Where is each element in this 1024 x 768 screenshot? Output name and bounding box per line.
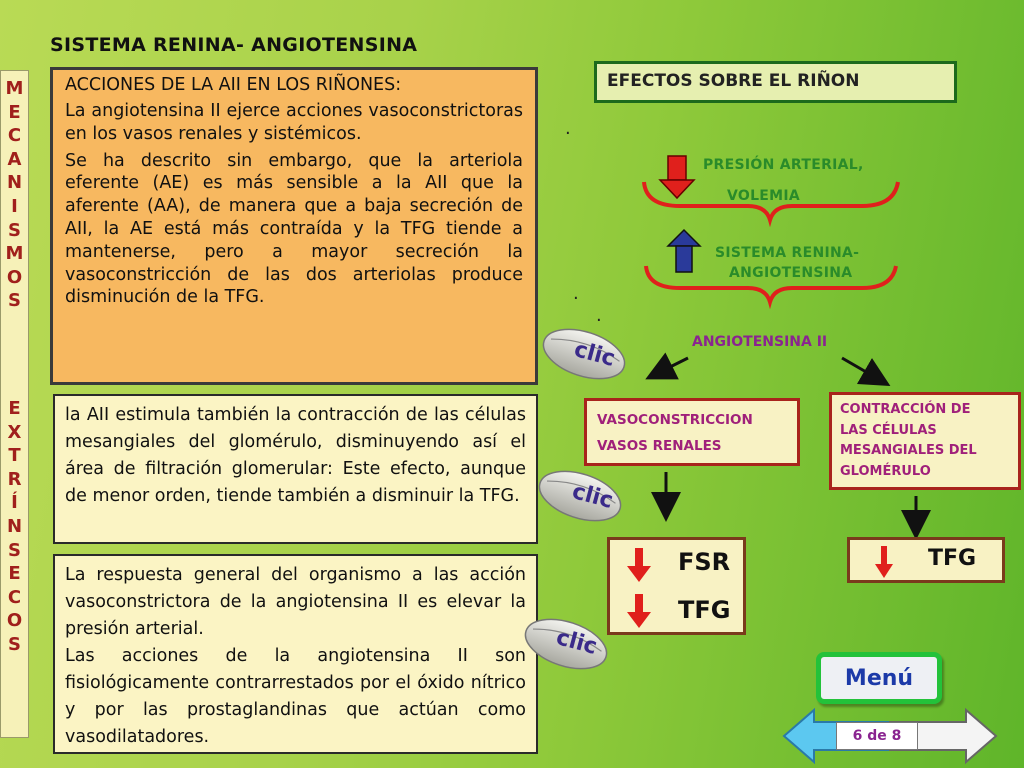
down-arrow-icon xyxy=(624,546,654,630)
clic-label-1: clic xyxy=(571,337,618,372)
dot-2: . xyxy=(573,283,579,304)
dot-3: . xyxy=(596,305,602,326)
vertical-letter: A xyxy=(7,148,22,170)
vertical-label xyxy=(0,70,29,738)
acciones-heading: ACCIONES DE LA AII EN LOS RIÑONES: xyxy=(65,75,402,95)
vertical-letter: E xyxy=(8,563,21,585)
vertical-letter: X xyxy=(7,421,22,443)
fsr-label: FSR xyxy=(678,548,731,576)
vertical-letter: R xyxy=(7,468,22,490)
volemia-label: VOLEMIA xyxy=(727,188,801,204)
next-button[interactable] xyxy=(920,710,1000,762)
vertical-letter: E xyxy=(8,397,21,419)
angiotensina-ii-label: ANGIOTENSINA II xyxy=(692,334,828,350)
tfg-label-right: TFG xyxy=(928,546,977,571)
vertical-letter: E xyxy=(8,101,21,123)
contraccion-line1: CONTRACCIÓN DE xyxy=(840,402,971,417)
acciones-paragraph-2: Se ha descrito sin embargo, que la arteriola eferente (AE) es más sensible a la AII que la aferente (AA), de manera que a baja secreción de AII, la AE está más contraída y la TFG tiende a mantenerse, pero a mayor secreción la vasoconstricción de las dos arteriolas produce disminución de la TFG. xyxy=(65,150,523,308)
up-arrow-icon xyxy=(668,230,700,272)
contraccion-box xyxy=(829,392,1021,490)
text-box-respuesta xyxy=(53,554,538,754)
slide-title: SISTEMA RENINA- ANGIOTENSINA xyxy=(50,34,418,56)
vertical-word-mecanismos xyxy=(6,77,24,313)
vertical-letter: N xyxy=(6,172,23,194)
vertical-letter: N xyxy=(6,515,23,537)
vertical-letter: Í xyxy=(11,492,18,514)
efectos-title-box: EFECTOS SOBRE EL RIÑON xyxy=(594,61,957,103)
respuesta-paragraph-2: Las acciones de la angiotensina II son fisiológicamente contrarrestados por el óxido nítrico y por las prostaglandinas que actúan como vasodilatadores. xyxy=(65,646,526,747)
contraccion-line3: MESANGIALES DEL xyxy=(840,443,977,458)
prev-button[interactable] xyxy=(782,710,836,762)
clic-label-3: clic xyxy=(553,625,600,660)
vertical-letter: C xyxy=(7,586,22,608)
vertical-letter: S xyxy=(8,290,21,312)
presion-arterial-label: PRESIÓN ARTERIAL, xyxy=(703,157,864,173)
fsr-tfg-box xyxy=(607,537,746,635)
text-box-mesangiales xyxy=(53,394,538,544)
tfg-box-right xyxy=(847,537,1005,583)
vertical-letter: C xyxy=(7,125,22,147)
arrow-to-vasoconstriccion xyxy=(656,358,688,374)
vasoconstriccion-box xyxy=(584,398,800,466)
mesangiales-paragraph: la AII estimula también la contracción de las células mesangiales del glomérulo, disminuyendo así el área de filtración glomerular: Este efecto, aunque de menor orden, tiende también a disminuir la TFG. xyxy=(65,405,526,506)
sistema-renina-label: SISTEMA RENINA- xyxy=(715,245,860,261)
down-arrow-icon xyxy=(660,156,694,198)
down-arrow-icon xyxy=(872,544,896,580)
vertical-letter: O xyxy=(6,266,23,288)
contraccion-line2: LAS CÉLULAS xyxy=(840,422,937,438)
arrow-to-contraccion xyxy=(842,358,880,380)
vertical-letter: O xyxy=(6,610,23,632)
page-indicator: 6 de 8 xyxy=(836,722,918,750)
vasoconstriccion-line2: VASOS RENALES xyxy=(597,438,722,454)
vertical-letter: M xyxy=(5,243,24,265)
acciones-paragraph-1: La angiotensina II ejerce acciones vasoconstrictoras en los vasos renales y sistémicos. xyxy=(65,101,523,144)
contraccion-line4: GLOMÉRULO xyxy=(840,463,931,479)
tfg-label-left: TFG xyxy=(678,596,731,624)
vasoconstriccion-line1: VASOCONSTRICCION xyxy=(597,412,753,428)
vertical-letter: M xyxy=(5,78,24,99)
vertical-letter: T xyxy=(8,445,21,467)
respuesta-paragraph-1: La respuesta general del organismo a las acción vasoconstrictora de la angiotensina II es elevar la presión arterial. xyxy=(65,565,526,639)
vertical-word-extrinsecos xyxy=(7,397,22,657)
menu-button[interactable]: Menú xyxy=(816,652,942,704)
vertical-letter: S xyxy=(8,219,21,241)
vertical-letter: S xyxy=(8,539,21,561)
angiotensina-label: ANGIOTENSINA xyxy=(729,265,853,281)
vertical-letter: S xyxy=(8,633,21,655)
clic-label-2: clic xyxy=(569,479,616,514)
dot-1: . xyxy=(565,118,571,139)
text-box-acciones xyxy=(50,67,538,385)
clic-button-3[interactable] xyxy=(520,610,612,678)
vertical-letter: I xyxy=(11,195,18,217)
